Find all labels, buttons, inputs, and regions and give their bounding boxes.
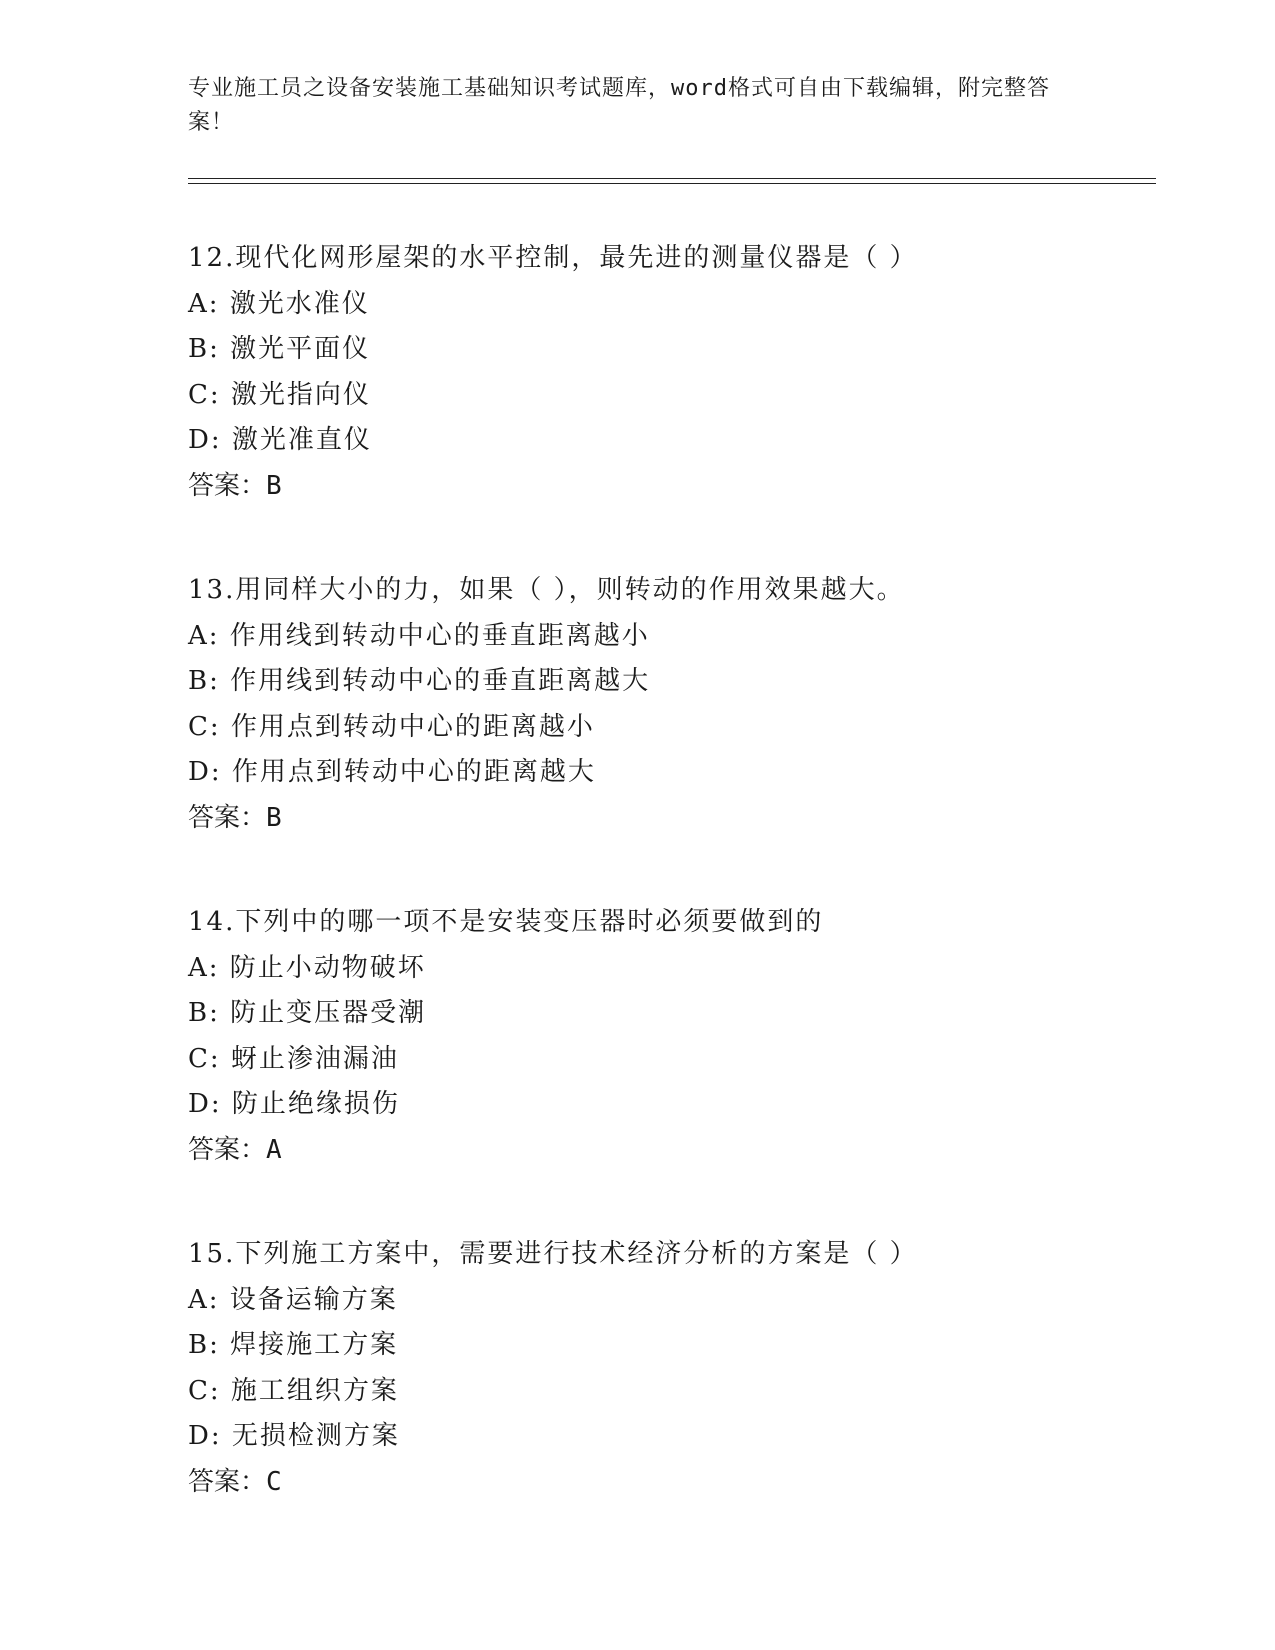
question-12 (188, 236, 1156, 509)
option-c: C: 蚜止渗油漏油 (188, 1043, 399, 1074)
answer-label: 答案： (188, 470, 267, 501)
answer-line (188, 796, 1156, 842)
option-b: B: 焊接施工方案 (188, 1330, 399, 1360)
option-d: D: 防止绝缘损伤 (188, 1089, 400, 1119)
option-d: D: 激光准直仪 (188, 425, 372, 455)
question-14 (188, 900, 1156, 1173)
header-rule-bottom (188, 183, 1156, 184)
header-rule-top (188, 178, 1156, 179)
question-stem: 13.用同样大小的力，如果（ ），则转动的作用效果越大。 (188, 575, 905, 605)
answer-label: 答案： (188, 802, 267, 833)
answer-line (188, 1128, 1156, 1174)
document-header: 专业施工员之设备安装施工基础知识考试题库，word格式可自由下载编辑，附完整答案！ (188, 76, 1050, 135)
answer-value: B (266, 802, 282, 833)
question-stem: 15.下列施工方案中，需要进行技术经济分析的方案是（ ） (188, 1239, 918, 1269)
question-list (188, 236, 1156, 1564)
answer-line (188, 464, 1156, 510)
option-a: A: 激光水准仪 (188, 288, 370, 319)
option-d: D: 作用点到转动中心的距离越大 (188, 757, 596, 787)
option-d: D: 无损检测方案 (188, 1421, 400, 1451)
question-stem: 14.下列中的哪一项不是安装变压器时必须要做到的 (188, 907, 824, 937)
option-b: B: 防止变压器受潮 (188, 998, 427, 1028)
option-c: C: 激光指向仪 (188, 379, 371, 410)
option-b: B: 激光平面仪 (188, 334, 371, 364)
option-a: A: 设备运输方案 (188, 1284, 398, 1315)
option-c: C: 作用点到转动中心的距离越小 (188, 711, 595, 742)
question-15 (188, 1232, 1156, 1505)
answer-value: A (266, 1134, 282, 1165)
question-stem: 12.现代化网形屋架的水平控制，最先进的测量仪器是（ ） (188, 243, 918, 273)
option-b: B: 作用线到转动中心的垂直距离越大 (188, 666, 651, 696)
option-a: A: 作用线到转动中心的垂直距离越小 (188, 620, 650, 651)
option-a: A: 防止小动物破坏 (188, 952, 426, 983)
answer-label: 答案： (188, 1466, 267, 1497)
question-13 (188, 568, 1156, 841)
answer-value: B (266, 470, 282, 501)
answer-label: 答案： (188, 1134, 267, 1165)
option-c: C: 施工组织方案 (188, 1375, 399, 1406)
answer-line (188, 1460, 1156, 1506)
answer-value: C (266, 1466, 282, 1497)
